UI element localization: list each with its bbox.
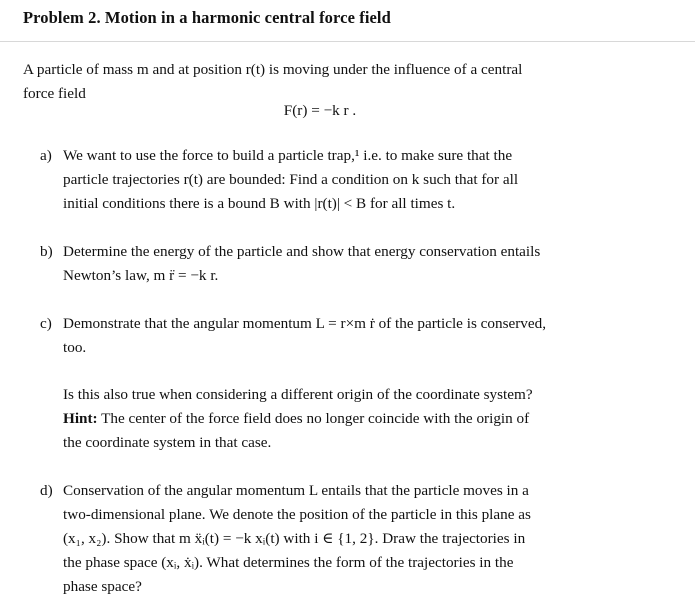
problem-title: Problem 2. Motion in a harmonic central force field	[23, 8, 391, 27]
intro-paragraph	[23, 58, 522, 106]
hint-label: Hint:	[63, 410, 98, 427]
part-c-line-1: Demonstrate that the angular momentum L = r×m ṙ of the particle is conserved,	[63, 315, 547, 332]
part-c-label: c)	[40, 315, 52, 332]
part-d-line-4: the phase space (xᵢ, ẋᵢ). What determines the form of the trajectories in the	[63, 554, 514, 571]
part-c-followup-line-3: the coordinate system in that case.	[63, 434, 272, 451]
title-divider	[0, 41, 695, 42]
part-c-text	[63, 312, 546, 360]
part-c-line-2: too.	[63, 339, 87, 356]
part-d-line-5: phase space?	[63, 578, 142, 595]
part-c-followup	[63, 383, 533, 455]
part-d-line-3: (x₁, x₂). Show that m ẍᵢ(t) = −k xᵢ(t) with i ∈ {1, 2}. Draw the trajectories in	[63, 530, 526, 547]
part-a-text	[63, 144, 518, 216]
part-b-line-2: Newton’s law, m r̈ = −k r.	[63, 267, 219, 284]
part-b-line-1: Determine the energy of the particle and show that energy conservation entails	[63, 243, 541, 260]
hint-text: The center of the force field does no longer coincide with the origin of	[97, 410, 530, 427]
part-d-line-1: Conservation of the angular momentum L entails that the particle moves in a	[63, 482, 529, 499]
force-equation: F(r) = −k r .	[283, 102, 357, 119]
part-c-hint-line	[63, 407, 533, 431]
part-a-label: a)	[40, 147, 52, 164]
part-a-line-2: particle trajectories r(t) are bounded: Find a condition on k such that for all	[63, 171, 519, 188]
part-d-text	[63, 479, 531, 599]
part-c-followup-line-1: Is this also true when considering a different origin of the coordinate system?	[63, 386, 533, 403]
intro-line-2: force field	[23, 85, 86, 102]
part-d-line-2: two-dimensional plane. We denote the position of the particle in this plane as	[63, 506, 531, 523]
part-b-text	[63, 240, 540, 288]
part-a-line-3: initial conditions there is a bound B with |r(t)| < B for all times t.	[63, 195, 456, 212]
part-d-label: d)	[40, 482, 53, 499]
intro-line-1: A particle of mass m and at position r(t) is moving under the influence of a central	[23, 61, 523, 78]
part-a-line-1: We want to use the force to build a particle trap,¹ i.e. to make sure that the	[63, 147, 513, 164]
part-b-label: b)	[40, 243, 53, 260]
